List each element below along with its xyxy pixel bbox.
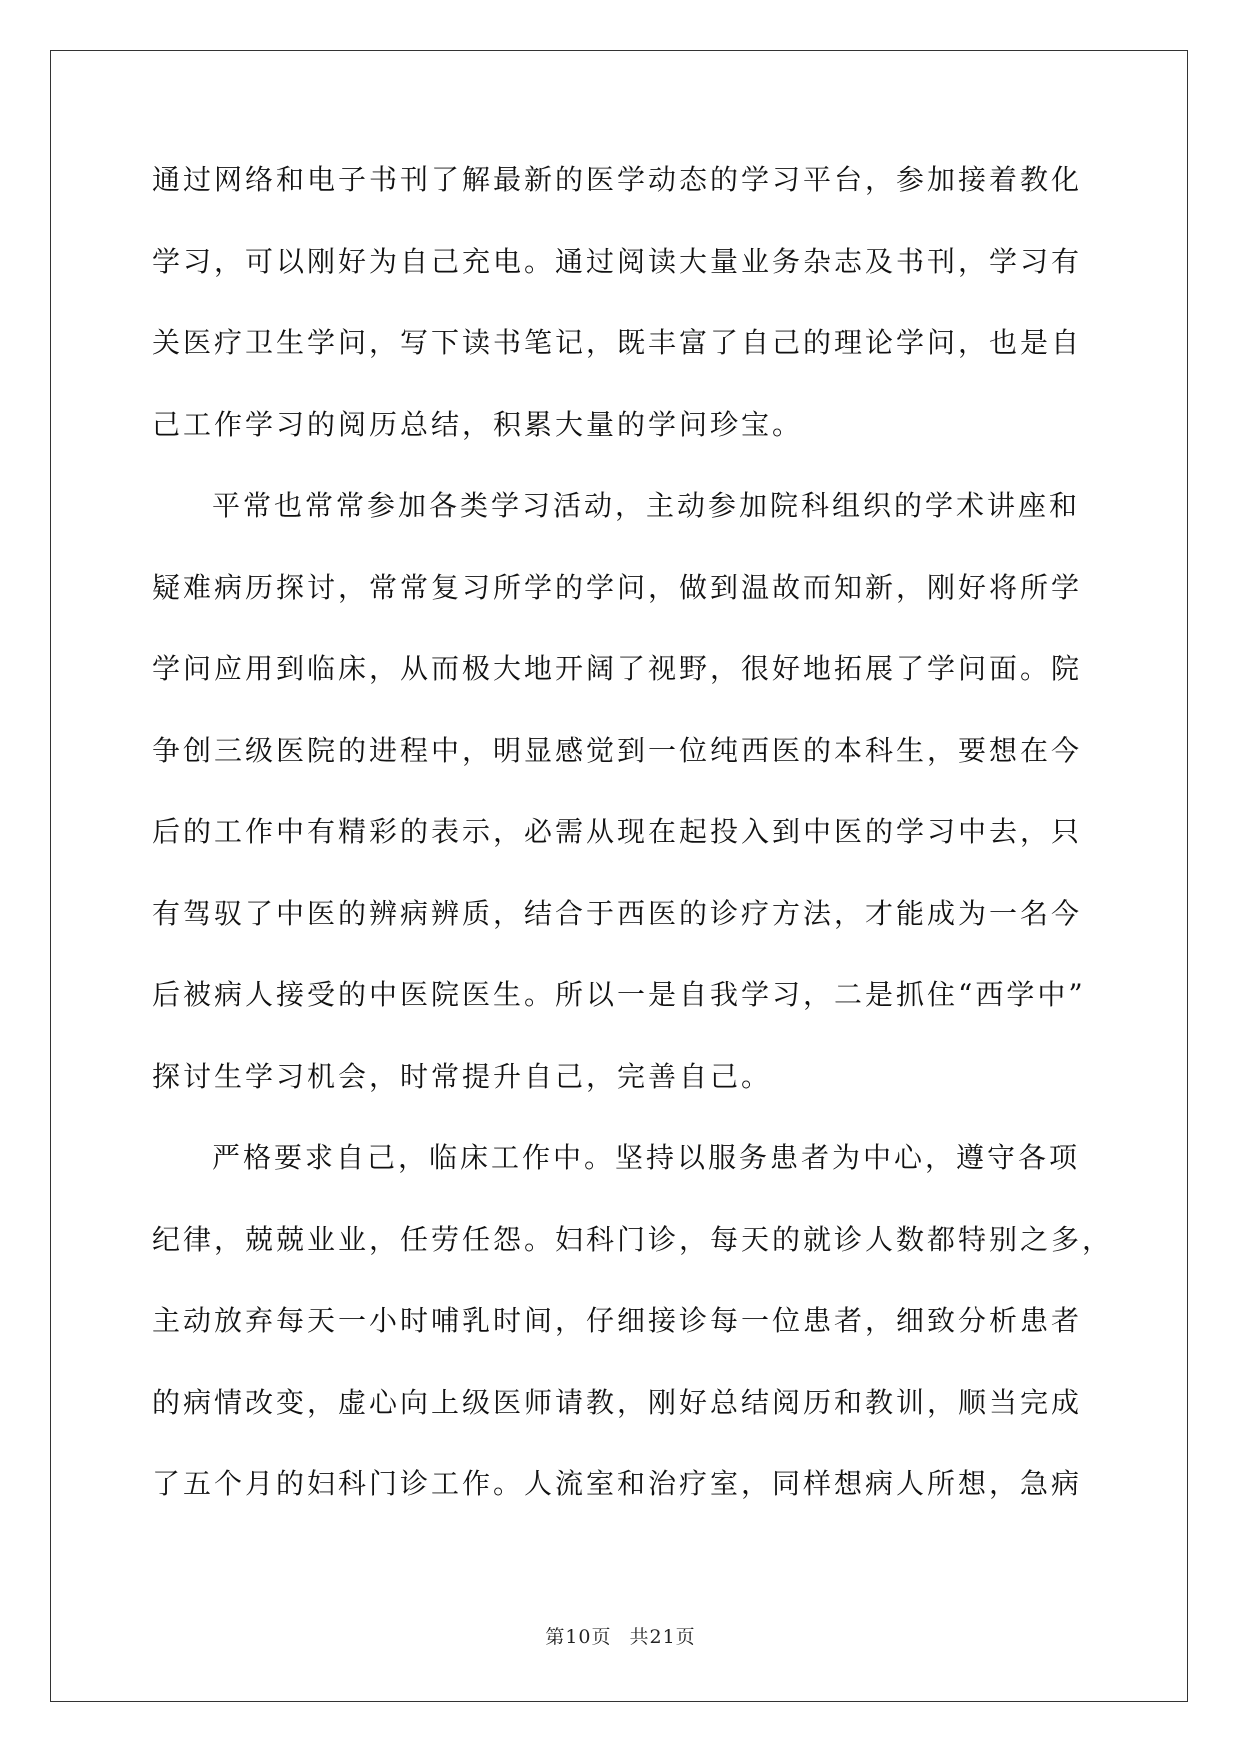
page-footer xyxy=(0,1622,1241,1649)
total-pages: 共21页 xyxy=(629,1626,696,1648)
text-line: 争创三级医院的进程中，明显感觉到一位纯西医的本科生，要想在今 xyxy=(152,733,1083,767)
text-line: 关医疗卫生学问，写下读书笔记，既丰富了自己的理论学问，也是自 xyxy=(152,326,1083,359)
text-line: 学习，可以刚好为自己充电。通过阅读大量业务杂志及书刊，学习有 xyxy=(152,244,1083,278)
text-line: 学问应用到临床，从而极大地开阔了视野，很好地拓展了学问面。院 xyxy=(152,652,1083,685)
paragraph-first-line: 严格要求自己，临床工作中。坚持以服务患者为中心，遵守各项 xyxy=(212,1141,1081,1174)
text-line: 后被病人接受的中医院医生。所以一是自我学习，二是抓住“西学中” xyxy=(152,978,1086,1011)
current-page-number: 第10页 xyxy=(545,1626,612,1648)
paragraph-first-line: 平常也常常参加各类学习活动，主动参加院科组织的学术讲座和 xyxy=(212,489,1081,522)
text-line: 的病情改变，虚心向上级医师请教，刚好总结阅历和教训，顺当完成 xyxy=(152,1385,1083,1419)
text-line: 了五个月的妇科门诊工作。人流室和治疗室，同样想病人所想，急病 xyxy=(152,1467,1083,1500)
text-line: 纪律，兢兢业业，任劳任怨。妇科门诊，每天的就诊人数都特别之多， xyxy=(152,1222,1114,1256)
text-line: 通过网络和电子书刊了解最新的医学动态的学习平台，参加接着教化 xyxy=(152,163,1083,196)
text-line: 疑难病历探讨，常常复习所学的学问，做到温故而知新，刚好将所学 xyxy=(152,570,1083,604)
text-line: 探讨生学习机会，时常提升自己，完善自己。 xyxy=(152,1059,773,1093)
text-line: 有驾驭了中医的辨病辨质，结合于西医的诊疗方法，才能成为一名今 xyxy=(152,896,1083,930)
text-line: 己工作学习的阅历总结，积累大量的学问珍宝。 xyxy=(152,407,804,441)
document-body xyxy=(152,160,1114,1546)
text-line: 主动放弃每天一小时哺乳时间，仔细接诊每一位患者，细致分析患者 xyxy=(152,1304,1083,1337)
text-line: 后的工作中有精彩的表示，必需从现在起投入到中医的学习中去，只 xyxy=(152,815,1083,848)
